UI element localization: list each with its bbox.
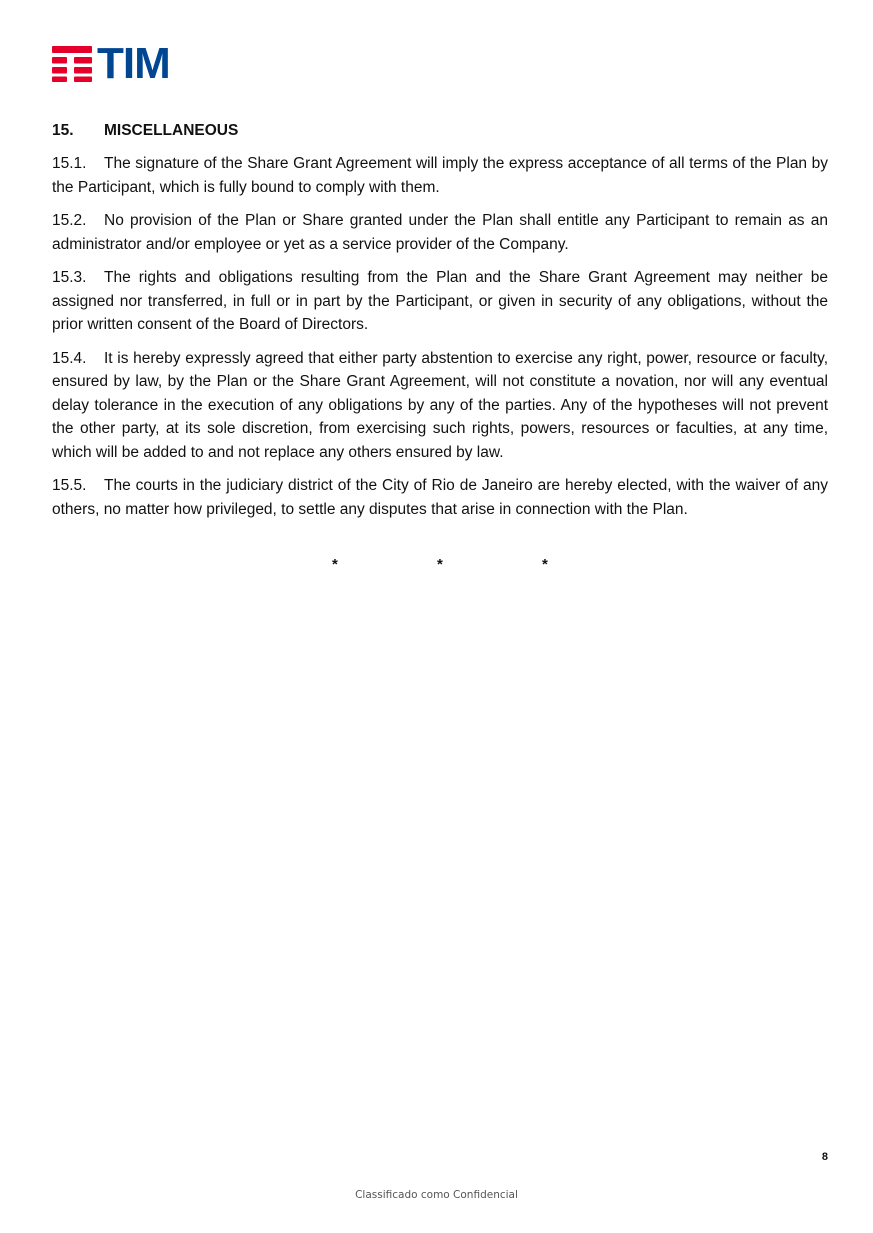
tim-logo xyxy=(52,39,182,88)
clause-text: The signature of the Share Grant Agreement will imply the express acceptance of all terms of the Plan by the Participant, which is fully bound to comply with them. xyxy=(52,155,828,196)
clause-15-5 xyxy=(52,474,828,521)
clause-number: 15.5. xyxy=(52,477,87,494)
clause-15-4 xyxy=(52,347,828,465)
clause-15-3 xyxy=(52,266,828,337)
separator-star: * xyxy=(437,556,443,573)
clause-number: 15.3. xyxy=(52,269,87,286)
tim-logo-mark-icon xyxy=(52,46,92,82)
clause-text: The rights and obligations resulting from the Plan and the Share Grant Agreement may neither be assigned nor transferred, in full or in part by the Participant, or given in security of any obligations, without the prior written consent of the Board of Directors. xyxy=(52,269,828,333)
tim-logo-text: TIM xyxy=(97,39,170,88)
section-heading xyxy=(52,121,828,141)
clause-text: No provision of the Plan or Share granted under the Plan shall entitle any Participant to remain as an administrator and/or employee or yet as a service provider of the Company. xyxy=(52,212,828,253)
clause-number: 15.4. xyxy=(52,349,87,367)
clause-15-2 xyxy=(52,209,828,256)
separator-star: * xyxy=(332,556,338,573)
section-separator xyxy=(0,556,873,576)
classification-label: Classificado como Confidencial xyxy=(355,1189,518,1201)
separator-star: * xyxy=(542,556,548,573)
clause-number: 15.2. xyxy=(52,212,87,229)
clause-text: It is hereby expressly agreed that either party abstention to exercise any right, power, resource or faculty, ensured by law, by the Plan or the Share Grant Agreement, will not constitute a novation, nor will any eventual delay tolerance in the execution of any obligations by any of the parties. Any of the hypotheses will not prevent the other party, at its sole discretion, from exercising such rights, powers, resources or faculties, at any time, which will be added to and not replace any others ensured by law. xyxy=(52,349,828,461)
page-number: 8 xyxy=(821,1151,828,1163)
clause-text: The courts in the judiciary district of the City of Rio de Janeiro are hereby elected, with the waiver of any others, no matter how privileged, to settle any disputes that arise in connection with the Plan. xyxy=(52,477,828,518)
section-title: MISCELLANEOUS xyxy=(104,122,239,139)
section-number: 15. xyxy=(52,122,74,139)
clause-number: 15.1. xyxy=(52,155,87,172)
document-body xyxy=(52,121,828,531)
clause-15-1 xyxy=(52,152,828,199)
